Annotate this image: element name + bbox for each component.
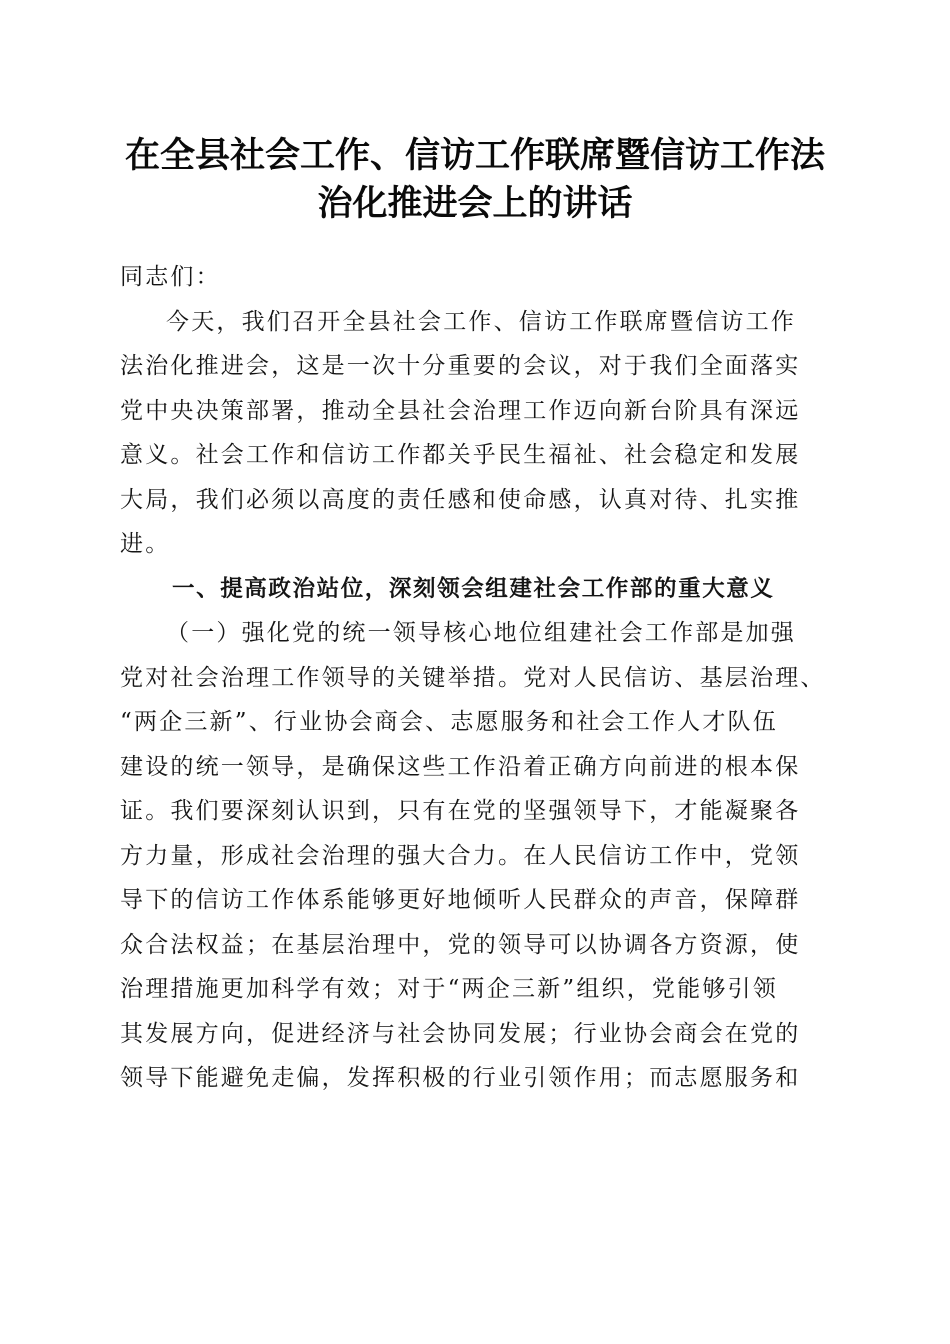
intro-line: 意义。社会工作和信访工作都关乎民生福祉、社会稳定和发展 — [120, 442, 801, 468]
salutation: 同志们： — [120, 264, 221, 290]
subsection-line: 证。我们要深刻认识到，只有在党的坚强领导下，才能凝聚各 — [120, 798, 801, 824]
subsection-line: 治理措施更加科学有效；对于“两企三新”组织，党能够引领 — [120, 976, 778, 1002]
document-title — [100, 132, 850, 228]
intro-line: 法治化推进会，这是一次十分重要的会议，对于我们全面落实 — [120, 353, 801, 379]
subsection-line: 领导下能避免走偏，发挥积极的行业引领作用；而志愿服务和 — [120, 1065, 801, 1091]
intro-line: 进。 — [120, 531, 171, 557]
subsection-line: 方力量，形成社会治理的强大合力。在人民信访工作中，党领 — [120, 842, 801, 869]
intro-paragraph — [120, 300, 825, 567]
subsection-line: 导下的信访工作体系能够更好地倾听人民群众的声音，保障群 — [120, 887, 801, 913]
title-line-1: 在全县社会工作、信访工作联席暨信访工作法 — [124, 135, 825, 176]
intro-line: 大局，我们必须以高度的责任感和使命感，认真对待、扎实推 — [120, 486, 801, 513]
subsection-line: 众合法权益；在基层治理中，党的领导可以协调各方资源，使 — [120, 931, 801, 958]
subsection-paragraph — [120, 611, 825, 1101]
intro-line: 党中央决策部署，推动全县社会治理工作迈向新台阶具有深远 — [120, 397, 801, 424]
document-body — [120, 255, 825, 1101]
subsection-line: 建设的统一领导，是确保这些工作沿着正确方向前进的根本保 — [120, 753, 801, 780]
title-line-2: 治化推进会上的讲话 — [317, 183, 633, 224]
subsection-line: 党对社会治理工作领导的关键举措。党对人民信访、基层治理、 — [120, 664, 826, 691]
subsection-line: “两企三新”、行业协会商会、志愿服务和社会工作人才队伍 — [120, 709, 778, 735]
subsection-line: 其发展方向，促进经济与社会协同发展；行业协会商会在党的 — [120, 1020, 801, 1047]
intro-line: 今天，我们召开全县社会工作、信访工作联席暨信访工作 — [166, 308, 796, 335]
section-heading: 一、提高政治站位，深刻领会组建社会工作部的重大意义 — [172, 575, 775, 602]
subsection-line: （一）强化党的统一领导核心地位组建社会工作部是加强 — [166, 620, 796, 646]
